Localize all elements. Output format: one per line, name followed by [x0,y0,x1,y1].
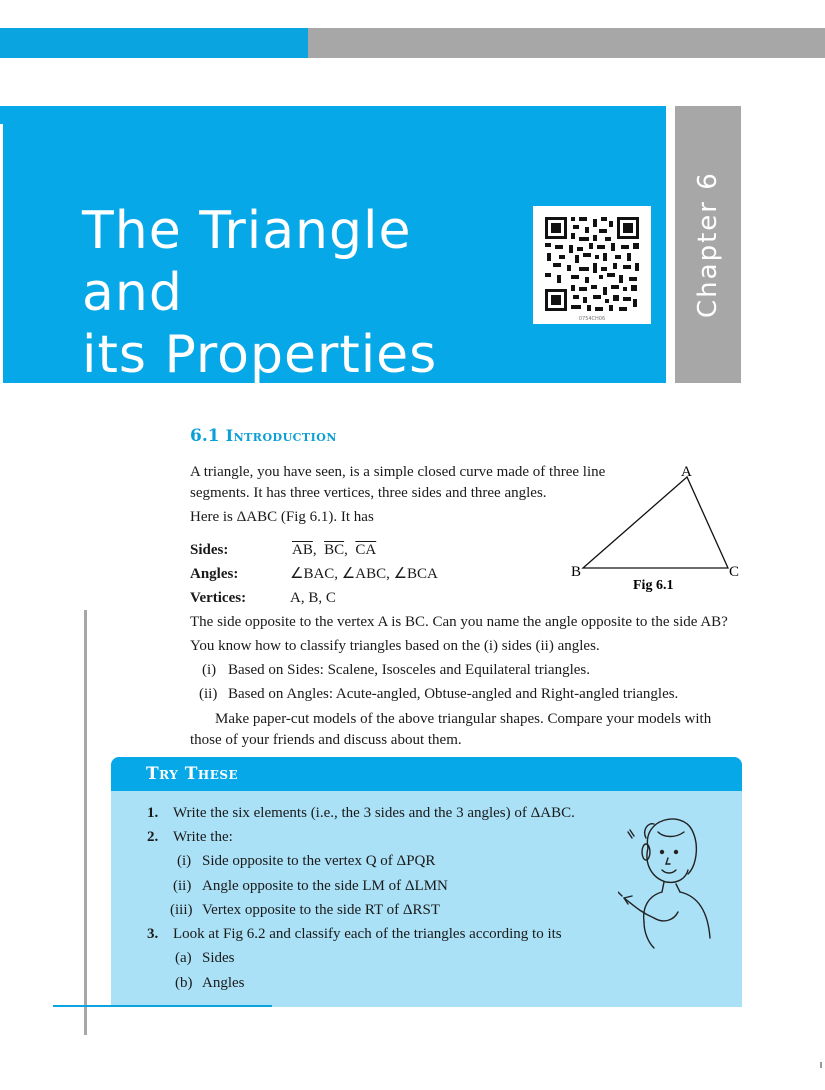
q2-marker-ii: (ii) [173,878,192,894]
vertex-a-label: A [681,464,692,480]
chapter-title-line1: The Triangle and [82,201,412,323]
chapter-label: Chapter 6 [693,171,723,318]
q2-marker-iii: (iii) [170,902,193,918]
list-marker-i: (i) [202,662,217,678]
section-title: Introduction [225,426,337,445]
list-item-angles: Based on Angles: Acute-angled, Obtuse-angled and Right-angled triangles. [228,686,679,702]
side-ab: $\overline{AB}$ [292,542,313,558]
banner-edge [0,124,3,383]
list-marker-ii: (ii) [199,686,218,702]
top-stripe-blue [0,28,308,58]
q2-item-ii: Angle opposite to the side LM of ΔLMN [202,878,448,894]
bottom-rule [53,1005,272,1007]
q2-item-iii: Vertex opposite to the side RT of ΔRST [202,902,441,918]
triangle-abc [583,477,728,568]
vertex-b-label: B [571,564,582,580]
vertex-c-label: C [729,564,740,580]
q3-item-a: Sides [202,950,235,966]
q1-number: 1. [147,805,159,821]
angles-label: Angles: [190,566,239,582]
q2-marker-i: (i) [177,853,192,869]
figure-caption: Fig 6.1 [633,578,674,593]
qr-code-icon [543,215,641,313]
q3-item-b: Angles [202,975,245,991]
vertices-label: Vertices: [190,590,247,606]
side-ca: $\overline{CA}$ [355,542,377,558]
chapter-tab [675,106,741,383]
list-item-sides: Based on Sides: Scalene, Isosceles and Equilateral triangles. [228,662,590,678]
chapter-title [82,200,522,386]
qr-caption: 0754CH06 [578,316,606,322]
angles-value: ∠BAC, ∠ABC, ∠BCA [290,566,438,582]
sides-value: $\overline{AB}$, $\overline{BC}$, $\overline{CA}$ [292,542,377,558]
sides-label: Sides: [190,542,229,558]
activity-line-1: Make paper-cut models of the above triangular shapes. Compare your models with [215,711,712,727]
chapter-title-line2: its Properties [82,325,438,385]
top-stripe-grey [308,28,825,58]
section-number: 6.1 [190,426,220,446]
classify-line: You know how to classify triangles based on the (i) sides (ii) angles. [190,638,600,654]
q2-text: Write the: [173,829,233,845]
page-mark [820,1062,822,1068]
intro-line-1: A triangle, you have seen, is a simple closed curve made of three line [190,464,606,480]
q3-marker-b: (b) [175,975,193,991]
girl-pointing-illustration [618,808,718,958]
side-bc: $\overline{BC}$ [324,542,345,558]
q3-marker-a: (a) [175,950,192,966]
section-heading [190,426,337,446]
vertices-value: A, B, C [290,590,336,606]
q2-number: 2. [147,829,159,845]
vertices-label-text: Vertices [190,590,242,606]
q2-item-i: Side opposite to the vertex Q of ΔPQR [202,853,436,869]
qr-code-panel[interactable] [533,206,651,324]
margin-rule [84,610,87,1035]
q1-text: Write the six elements (i.e., the 3 sides and the 3 angles) of ΔABC. [173,805,575,821]
q3-number: 3. [147,926,159,942]
try-these-title: Try These [146,764,239,784]
triangle-figure [565,460,745,595]
q3-text: Look at Fig 6.2 and classify each of the triangles according to its [173,926,562,942]
angles-label-text: Angles [190,566,234,582]
intro-line-2: segments. It has three vertices, three sides and three angles. [190,485,547,501]
intro-line-3: Here is ΔABC (Fig 6.1). It has [190,509,374,525]
opposite-question: The side opposite to the vertex A is BC. Can you name the angle opposite to the side AB? [190,614,728,630]
activity-line-2: those of your friends and discuss about them. [190,732,462,748]
sides-label-text: Sides [190,542,224,558]
